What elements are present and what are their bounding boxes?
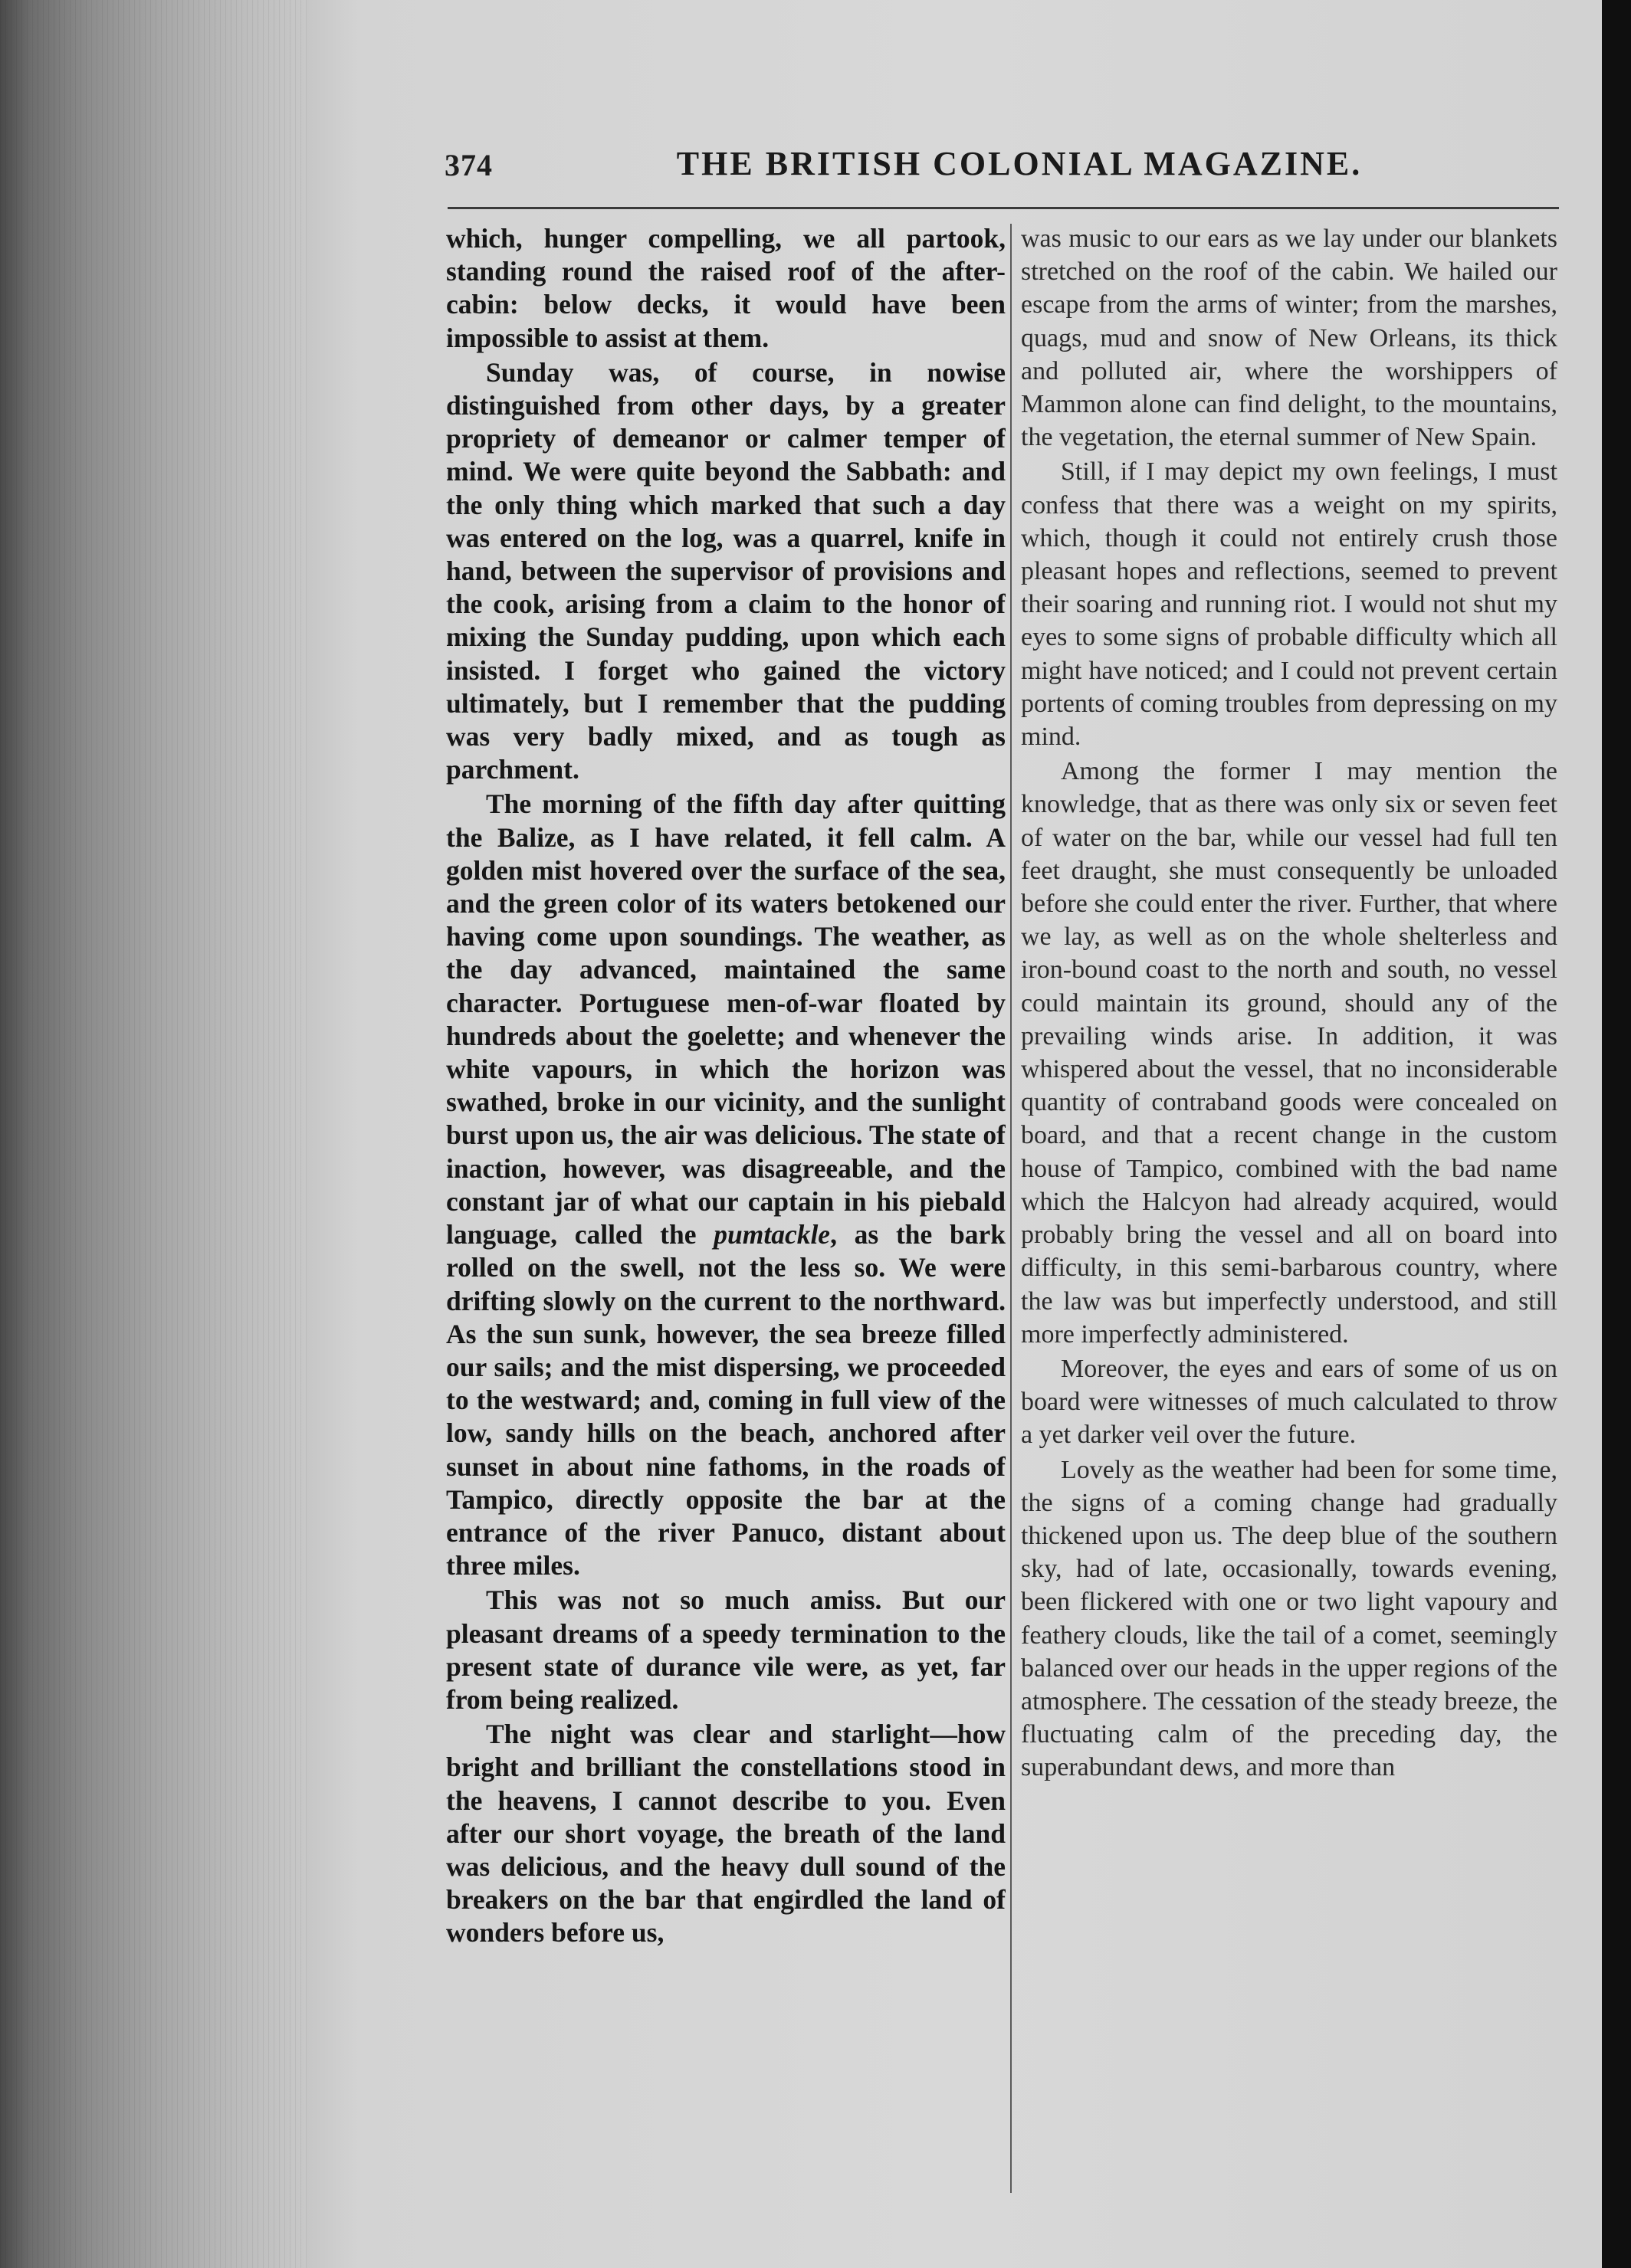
column-rule <box>1010 224 1012 2193</box>
paragraph: Sunday was, of course, in nowise distinguished from other days, by a greater propriety of demeanor or calmer temper of mind. We were quite beyond the Sabbath: and the only thing which marked that such a day was entered on the log, was a quarrel, knife in hand, between the supervisor of provisions and the cook, arising from a claim to the honor of mixing the Sunday pudding, upon which each insisted. I forget who gained the victory ultimately, but I remember that the pudding was very badly mixed, and as tough as parchment. <box>446 356 1006 785</box>
paragraph: Moreover, the eyes and ears of some of us on board were witnesses of much calculated to throw a yet darker veil over the future. <box>1021 1354 1557 1450</box>
paragraph: Lovely as the weather had been for some time, the signs of a coming change had gradually thickened upon us. The deep blue of the southern sky, had of late, occasionally, towards evening, been flickered with one or two light vapoury and feathery clouds, like the tail of a comet, seemingly balanced over our heads in the upper regions of the atmosphere. The cessation of the steady breeze, the fluctuating calm of the preceding day, the superabundant dews, and more than <box>1021 1455 1557 1782</box>
page-edges <box>0 0 307 2268</box>
scan-border <box>1602 0 1631 2268</box>
right-column <box>1021 222 1557 2199</box>
header-rule <box>448 207 1559 209</box>
paragraph: Among the former I may mention the knowledge, that as there was only six or seven feet of water on the bar, while our vessel had full ten feet draught, she must consequently be unloaded before she could enter the river. Further, that where we lay, as well as on the whole shelterless and iron-bound coast to the north and south, no vessel could maintain its ground, should any of the prevailing winds arise. In addition, it was whispered about the vessel, that no inconsiderable quantity of contraband goods were concealed on board, and that a recent change in the custom house of Tampico, combined with the bad name which the Halcyon had already acquired, would probably bring the vessel and all on board into difficulty, in this semi-barbarous country, where the law was but imperfectly understood, and still more imperfectly administered. <box>1021 757 1557 1349</box>
paragraph-text: , as the bark rolled on the swell, not the less so. We were drifting slowly on the current to the northward. As the sun sunk, however, the sea breeze filled our sails; and the mist dispersing, we proceeded to the westward; and, coming in full view of the low, sandy hills on the beach, anchored after sunset in about nine fathoms, in the roads of Tampico, directly opposite the bar at the entrance of the river Panuco, distant about three miles. <box>446 1219 1006 1581</box>
paragraph: Still, if I may depict my own feelings, I must confess that there was a weight on my spirits, which, though it could not entirely crush those pleasant hopes and reflections, seemed to prevent their soaring and running riot. I would not shut my eyes to some signs of probable difficulty which all might have noticed; and I could not prevent certain portents of coming troubles from depressing on my mind. <box>1021 457 1557 752</box>
paragraph: The night was clear and starlight—how bright and brilliant the constellations stood in the heavens, I cannot describe to you. Even after our short voyage, the breath of the land was delicious, and the heavy dull sound of the breakers on the bar that engirdled the land of wonders before us, <box>446 1719 1006 1948</box>
running-title: THE BRITISH COLONIAL MAGAZINE. <box>676 145 1363 182</box>
paragraph <box>446 788 1006 1582</box>
paragraph: which, hunger compelling, we all partook, standing round the raised roof of the after-cabin: below decks, it would have been impossible to assist at them. <box>446 223 1006 353</box>
paragraph-text: The morning of the fifth day after quitting the Balize, as I have related, it fell calm. A golden mist hovered over the surface of the sea, and the green color of its waters betokened our having come upon soundings. The weather, as the day advanced, maintained the same character. Portuguese men-of-war floated by hundreds about the goelette; and whenever the white vapours, in which the horizon was swathed, broke in our vicinity, and the sunlight burst upon us, the air was delicious. The state of inaction, however, was disagreeable, and the constant jar of what our captain in his piebald language, called the <box>446 788 1006 1250</box>
italic-term: pumtackle <box>714 1219 831 1250</box>
page-header <box>445 144 1564 205</box>
left-column <box>446 222 1006 2199</box>
book-gutter <box>0 0 307 2268</box>
paragraph: This was not so much amiss. But our pleasant dreams of a speedy termination to the present state of durance vile were, as yet, far from being realized. <box>446 1585 1006 1715</box>
paragraph: was music to our ears as we lay under our blankets stretched on the roof of the cabin. We hailed our escape from the arms of winter; from the marshes, quags, mud and snow of New Orleans, its thick and polluted air, where the worshippers of Mammon alone can find delight, to the mountains, the vegetation, the eternal summer of New Spain. <box>1021 225 1557 452</box>
page-number: 374 <box>445 148 493 182</box>
